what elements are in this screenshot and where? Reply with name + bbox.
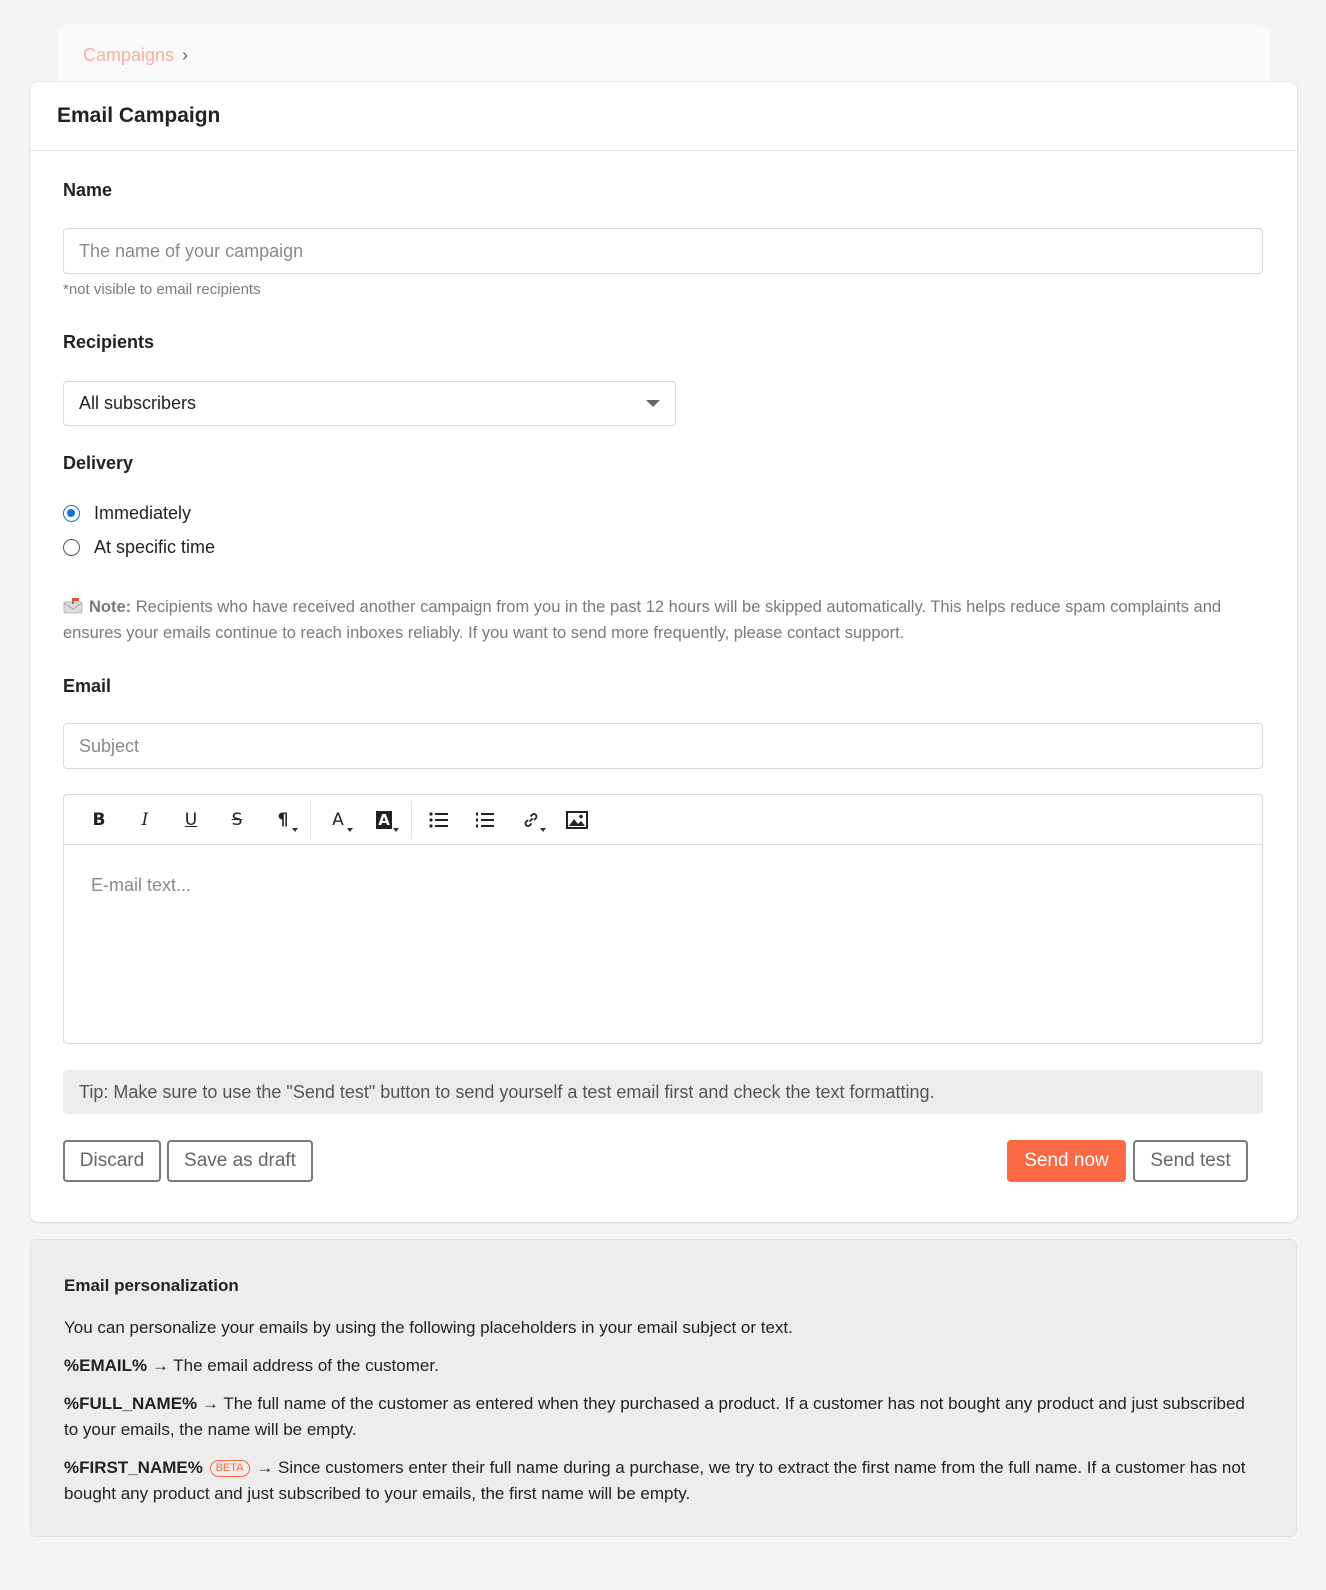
name-label: Name — [63, 180, 113, 200]
radio-specific-time[interactable] — [63, 539, 80, 556]
font-color-button[interactable]: A — [315, 802, 361, 838]
numbered-list-icon — [475, 812, 495, 828]
delivery-note — [63, 594, 1263, 646]
link-button[interactable] — [508, 802, 554, 838]
link-icon — [522, 811, 540, 829]
image-button[interactable] — [554, 802, 600, 838]
dropdown-arrow-icon — [393, 828, 399, 832]
email-body-editor[interactable]: E-mail text... — [91, 875, 192, 895]
dropdown-arrow-icon — [540, 828, 546, 832]
page-title: Email Campaign — [57, 104, 221, 127]
paragraph-format-button[interactable]: ¶ — [260, 802, 306, 838]
personalization-intro: You can personalize your emails by using the following placeholders in your email subject or text. — [64, 1318, 793, 1337]
toolbar-divider — [411, 801, 412, 839]
bulleted-list-button[interactable] — [416, 802, 462, 838]
radio-immediately-label: Immediately — [94, 503, 192, 523]
editor-toolbar — [64, 795, 1262, 845]
breadcrumb-separator: › — [182, 45, 189, 65]
background-color-button[interactable]: A — [361, 802, 407, 838]
discard-button[interactable]: Discard — [63, 1140, 161, 1182]
breadcrumb — [83, 45, 188, 66]
breadcrumb-bar — [57, 25, 1270, 85]
name-hint: *not visible to email recipients — [63, 281, 261, 298]
campaign-name-input[interactable] — [63, 228, 1263, 274]
personalization-panel — [30, 1239, 1297, 1537]
italic-button[interactable]: I — [141, 809, 149, 830]
strikethrough-button[interactable]: S — [231, 809, 243, 830]
placeholder-item-first-name: %FIRST_NAME% BETA → Since customers enter their full name during a purchase, we try to extract the first name from the full name. If a customer has not bought any product and just subscribed to your emails, the first name will be empty. — [64, 1458, 1246, 1503]
radio-specific-time-label: At specific time — [94, 537, 216, 557]
card-header — [30, 82, 1297, 151]
dropdown-arrow-icon — [292, 828, 298, 832]
numbered-list-button[interactable] — [462, 802, 508, 838]
note-text: Recipients who have received another campaign from you in the past 12 hours will be skipped automatically. This helps reduce spam complaints and ensures your emails continue to reach inboxes reliably. If you want to send more frequently, please contact support. — [63, 598, 1222, 642]
personalization-title: Email personalization — [64, 1276, 239, 1295]
save-draft-button[interactable]: Save as draft — [167, 1140, 313, 1182]
delivery-label: Delivery — [63, 453, 134, 473]
email-label: Email — [63, 676, 112, 696]
chevron-down-icon — [646, 400, 660, 407]
delivery-option-specific-time[interactable] — [63, 537, 215, 558]
card-body — [30, 151, 1297, 1221]
dropdown-arrow-icon — [347, 828, 353, 832]
tip-banner: Tip: Make sure to use the "Send test" button to send yourself a test email first and check the text formatting. — [63, 1070, 1263, 1114]
mailbox-icon — [63, 596, 83, 612]
note-label: Note: — [89, 598, 132, 616]
recipients-select[interactable] — [63, 381, 676, 426]
campaign-card — [30, 82, 1297, 1222]
placeholder-item-email: %EMAIL% → The email address of the customer. — [64, 1356, 439, 1375]
email-editor — [63, 794, 1263, 1044]
toolbar-divider — [310, 801, 311, 839]
recipients-selected-value: All subscribers — [79, 393, 197, 413]
send-test-button[interactable]: Send test — [1133, 1140, 1248, 1182]
beta-badge: BETA — [210, 1460, 250, 1477]
bold-button[interactable]: B — [92, 809, 106, 830]
recipients-label: Recipients — [63, 332, 155, 352]
delivery-option-immediately[interactable] — [63, 503, 191, 524]
bulleted-list-icon — [429, 812, 449, 828]
placeholder-item-full-name: %FULL_NAME% → The full name of the customer as entered when they purchased a product. If a customer has not bought any product and just subscribed to your emails, the name will be empty. — [64, 1394, 1245, 1439]
radio-immediately[interactable] — [63, 505, 80, 522]
subject-input[interactable] — [63, 723, 1263, 769]
breadcrumb-campaigns-link[interactable]: Campaigns — [83, 45, 175, 65]
image-icon — [566, 811, 588, 829]
send-now-button[interactable]: Send now — [1007, 1140, 1126, 1182]
underline-button[interactable]: U — [184, 809, 198, 830]
